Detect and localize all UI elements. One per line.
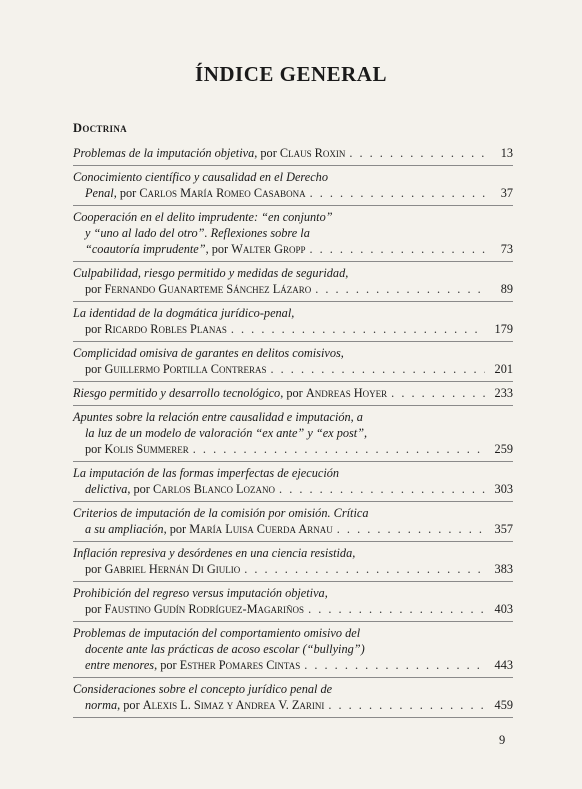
toc-entry-line [73,385,513,401]
dot-leader [310,185,485,201]
page-title: ÍNDICE GENERAL [195,62,387,86]
dot-leader [308,601,485,617]
toc-entry-line [73,169,513,185]
table-of-contents [73,142,513,718]
entry-page-number: 89 [500,282,513,296]
entry-by: por [85,562,105,576]
toc-entry-line [73,481,513,497]
toc-entry [73,206,513,262]
dot-leader [304,657,485,673]
entry-by: , por [205,242,232,256]
toc-entry-line [73,185,513,201]
entry-title: “coautoría imprudente” [85,242,206,256]
dot-leader [349,145,485,161]
entry-title: la luz de un modelo de valoración “ex ante” y “ex post”, [85,426,368,440]
dot-leader [315,281,485,297]
entry-author: Esther Pomares Cintas [179,658,301,672]
entry-page-number: 403 [494,602,513,616]
toc-entry [73,582,513,622]
entry-title: Problemas de la imputación objetiva [73,146,255,160]
dot-leader [328,697,485,713]
dot-leader [309,241,485,257]
entry-title: Problemas de imputación del comportamiento omisivo del [73,626,361,640]
entry-by: , por [113,186,140,200]
toc-entry-line [73,561,513,577]
entry-author: Andreas Hoyer [305,386,388,400]
dot-leader [231,321,485,337]
entry-title: y “uno al lado del otro”. Reflexiones sobre la [85,226,310,240]
section-heading: Doctrina [73,121,127,135]
entry-author: Walter Gropp [231,242,306,256]
toc-entry [73,406,513,462]
entry-title: a su ampliación [85,522,164,536]
toc-entry-line [73,697,513,713]
entry-by: , por [163,522,190,536]
entry-title: norma [85,698,118,712]
entry-title: entre menores [85,658,155,672]
toc-entry-line [73,425,513,441]
entry-page-number: 179 [494,322,513,336]
entry-title: Conocimiento científico y causalidad en el Derecho [73,170,328,184]
entry-author: Carlos María Romeo Casabona [139,186,306,200]
entry-title: Apuntes sobre la relación entre causalidad e imputación, a [73,410,363,424]
entry-title: Cooperación en el delito imprudente: “en conjunto” [73,210,333,224]
entry-by: por [85,322,105,336]
entry-title: Riesgo permitido y desarrollo tecnológico [73,386,281,400]
toc-entry-line [73,585,513,601]
toc-entry [73,142,513,166]
entry-author: Faustino Gudín Rodríguez-Magariños [104,602,305,616]
toc-entry-line [73,641,513,657]
entry-author: María Luisa Cuerda Arnau [189,522,333,536]
toc-entry [73,342,513,382]
entry-by: , por [127,482,153,496]
toc-entry-line [73,601,513,617]
entry-by: por [85,362,105,376]
entry-page-number: 459 [494,698,513,712]
entry-author: Alexis L. Simaz y Andrea V. Zarini [142,698,325,712]
toc-entry [73,622,513,678]
entry-page-number: 201 [494,362,513,376]
toc-entry [73,382,513,406]
entry-by: , por [117,698,143,712]
page-number: 9 [499,733,506,747]
toc-entry-line [73,409,513,425]
entry-page-number: 259 [494,442,513,456]
entry-author: Ricardo Robles Planas [104,322,227,336]
entry-author: Gabriel Hernán Di Giulio [104,562,241,576]
toc-entry-line [73,505,513,521]
toc-entry [73,542,513,582]
entry-title: Criterios de imputación de la comisión por omisión. Crítica [73,506,369,520]
toc-entry-line [73,345,513,361]
toc-entry [73,678,513,718]
entry-by: , por [280,386,306,400]
dot-leader [391,385,485,401]
entry-page-number: 443 [494,658,513,672]
toc-entry-line [73,241,513,257]
toc-entry-line [73,657,513,673]
toc-entry-line [73,225,513,241]
entry-title: Consideraciones sobre el concepto jurídico penal de [73,682,333,696]
toc-entry-line [73,465,513,481]
entry-by: , por [154,658,180,672]
entry-page-number: 13 [500,146,513,160]
toc-entry-line [73,209,513,225]
entry-title: docente ante las prácticas de acoso escolar (“bullying”) [85,642,365,656]
entry-by: , por [254,146,280,160]
entry-title: Inflación represiva y desórdenes en una ciencia resistida, [73,546,356,560]
entry-author: Carlos Blanco Lozano [152,482,276,496]
entry-title: Prohibición del regreso versus imputación objetiva, [73,586,328,600]
toc-entry-line [73,265,513,281]
entry-by: por [85,442,105,456]
entry-page-number: 357 [494,522,513,536]
toc-entry [73,502,513,542]
entry-author: Guillermo Portilla Contreras [104,362,267,376]
entry-title: Penal [85,186,114,200]
entry-title: La imputación de las formas imperfectas de ejecución [73,466,340,480]
toc-entry-line [73,145,513,161]
toc-entry [73,262,513,302]
entry-author: Claus Roxin [279,146,346,160]
dot-leader [193,441,485,457]
entry-page-number: 303 [494,482,513,496]
toc-entry-line [73,361,513,377]
dot-leader [279,481,485,497]
entry-title: Complicidad omisiva de garantes en delitos comisivos, [73,346,344,360]
toc-entry [73,302,513,342]
entry-page-number: 37 [500,186,513,200]
toc-entry-line [73,545,513,561]
toc-entry-line [73,625,513,641]
toc-entry [73,462,513,502]
entry-by: por [85,282,105,296]
dot-leader [244,561,485,577]
toc-entry-line [73,281,513,297]
entry-title: La identidad de la dogmática jurídico-penal, [73,306,295,320]
entry-title: Culpabilidad, riesgo permitido y medidas de seguridad, [73,266,349,280]
toc-entry-line [73,441,513,457]
entry-by: por [85,602,105,616]
toc-entry-line [73,681,513,697]
entry-page-number: 383 [494,562,513,576]
toc-entry-line [73,305,513,321]
entry-page-number: 73 [500,242,513,256]
entry-author: Kolis Summerer [104,442,189,456]
entry-title: delictiva [85,482,128,496]
toc-entry [73,166,513,206]
toc-entry-line [73,321,513,337]
entry-page-number: 233 [494,386,513,400]
dot-leader [337,521,485,537]
dot-leader [271,361,486,377]
entry-author: Fernando Guanarteme Sánchez Lázaro [104,282,312,296]
toc-entry-line [73,521,513,537]
